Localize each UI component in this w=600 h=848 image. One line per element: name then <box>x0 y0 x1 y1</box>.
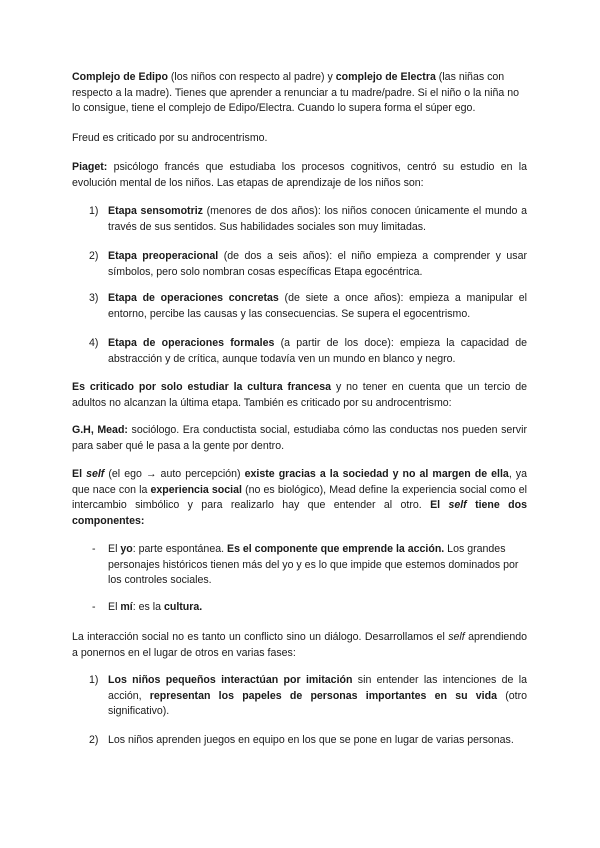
paragraph-self: El self (el ego → auto percepción) existe gracias a la sociedad y no al margen de ella, ya que nace con la experiencia social (no es biológico), Mead define la experiencia social como el intercambio simbólico y para realizarlo hay que entender al otro. El self tiene dos componentes: <box>72 468 528 527</box>
document-page: Complejo de Edipo (los niños con respecto al padre) y complejo de Electra (las niñas con respecto a la madre). Tienes que aprender a renunciar a tu madre/padre. Si el niño o la niña no lo consigue, tiene el complejo de Edipo/Electra. Cuando lo supera forma el súper ego. Freud es criticado por su androcentrismo. Piaget: psicólogo francés que estudiaba los procesos cognitivos, centró su estudio en la evolución mental de los niños. Las etapas de aprendizaje de los niños son: 1) Etapa sensomotriz (menores de dos años): los niños conocen únicamente el mundo a través de sus sentidos. Sus habilidades sociales son muy limitadas. 2) Etapa preoperacional (de dos a seis años): el niño empieza a comprender y usar símbolos, pero solo nombran cosas específicas Etapa egocéntrica. 3) Etapa de operaciones concretas (de siete a once años): empieza a manipular el entorno, percibe las causas y las consecuencias. Se supera el egocentrismo. 4) Etapa de operaciones formales (a partir de los doce): empieza la capacidad de abstracción y de crítica, aunque todavía ven un mundo en blanco y negro. Es criticado por solo estudiar la cultura francesa y no tener en cuenta que un tercio de adultos no alcanzan la última etapa. También es criticado por su androcentrismo: G.H, Mead: sociólogo. Era conductista social, estudiaba cómo las conductas nos pueden servir para saber qué le pasa a la gente por dentro. El self (el ego → auto percepción) existe gracias a la sociedad y no al margen de ella, ya que nace con la experiencia social (no es biológico), Mead define la experiencia social como el intercambio simbólico y para realizarlo hay que entender al otro. El self tiene dos componentes: - El yo: parte espontánea. Es el componente que emprende la acción. Los grandes personajes históricos tienen más del yo y es lo que impide que estemos dominados por los controles sociales. - El mí: es la cultura. La interacción social no es tanto un conflicto sino un diálogo. Desarrollamos el self aprendiendo a ponernos en el lugar de otros en varias fases: 1) Los niños pequeños interactúan por imitación sin entender las intenciones de la acción, representan los papeles de personas importantes en su vida (otro significativo). 2) Los niños aprenden juegos en equipo en los que se pone en lugar de varias personas. <box>72 71 528 746</box>
paragraph-mead: G.H, Mead: sociólogo. Era conductista social, estudiaba cómo las conductas nos pueden servir para saber qué le pasa a la gente por dentro. <box>72 424 527 452</box>
paragraph-freud: Freud es criticado por su androcentrismo. <box>72 132 268 144</box>
paragraph-criticism: Es criticado por solo estudiar la cultura francesa y no tener en cuenta que un tercio de adultos no alcanzan la última etapa. También es criticado por su androcentrismo: <box>72 381 527 409</box>
paragraph-piaget: Piaget: psicólogo francés que estudiaba los procesos cognitivos, centró su estudio en la evolución mental de los niños. Las etapas de aprendizaje de los niños son: <box>72 161 527 189</box>
paragraph-interaction: La interacción social no es tanto un conflicto sino un diálogo. Desarrollamos el self aprendiendo a ponernos en el lugar de otros en varias fases: <box>72 631 527 659</box>
paragraph-edipo: Complejo de Edipo (los niños con respecto al padre) y complejo de Electra (las niñas con respecto a la madre). Tienes que aprender a renunciar a tu madre/padre. Si el niño o la niña no lo consigue, tiene el complejo de Edipo/Electra. Cuando lo supera forma el súper ego. <box>72 71 519 114</box>
